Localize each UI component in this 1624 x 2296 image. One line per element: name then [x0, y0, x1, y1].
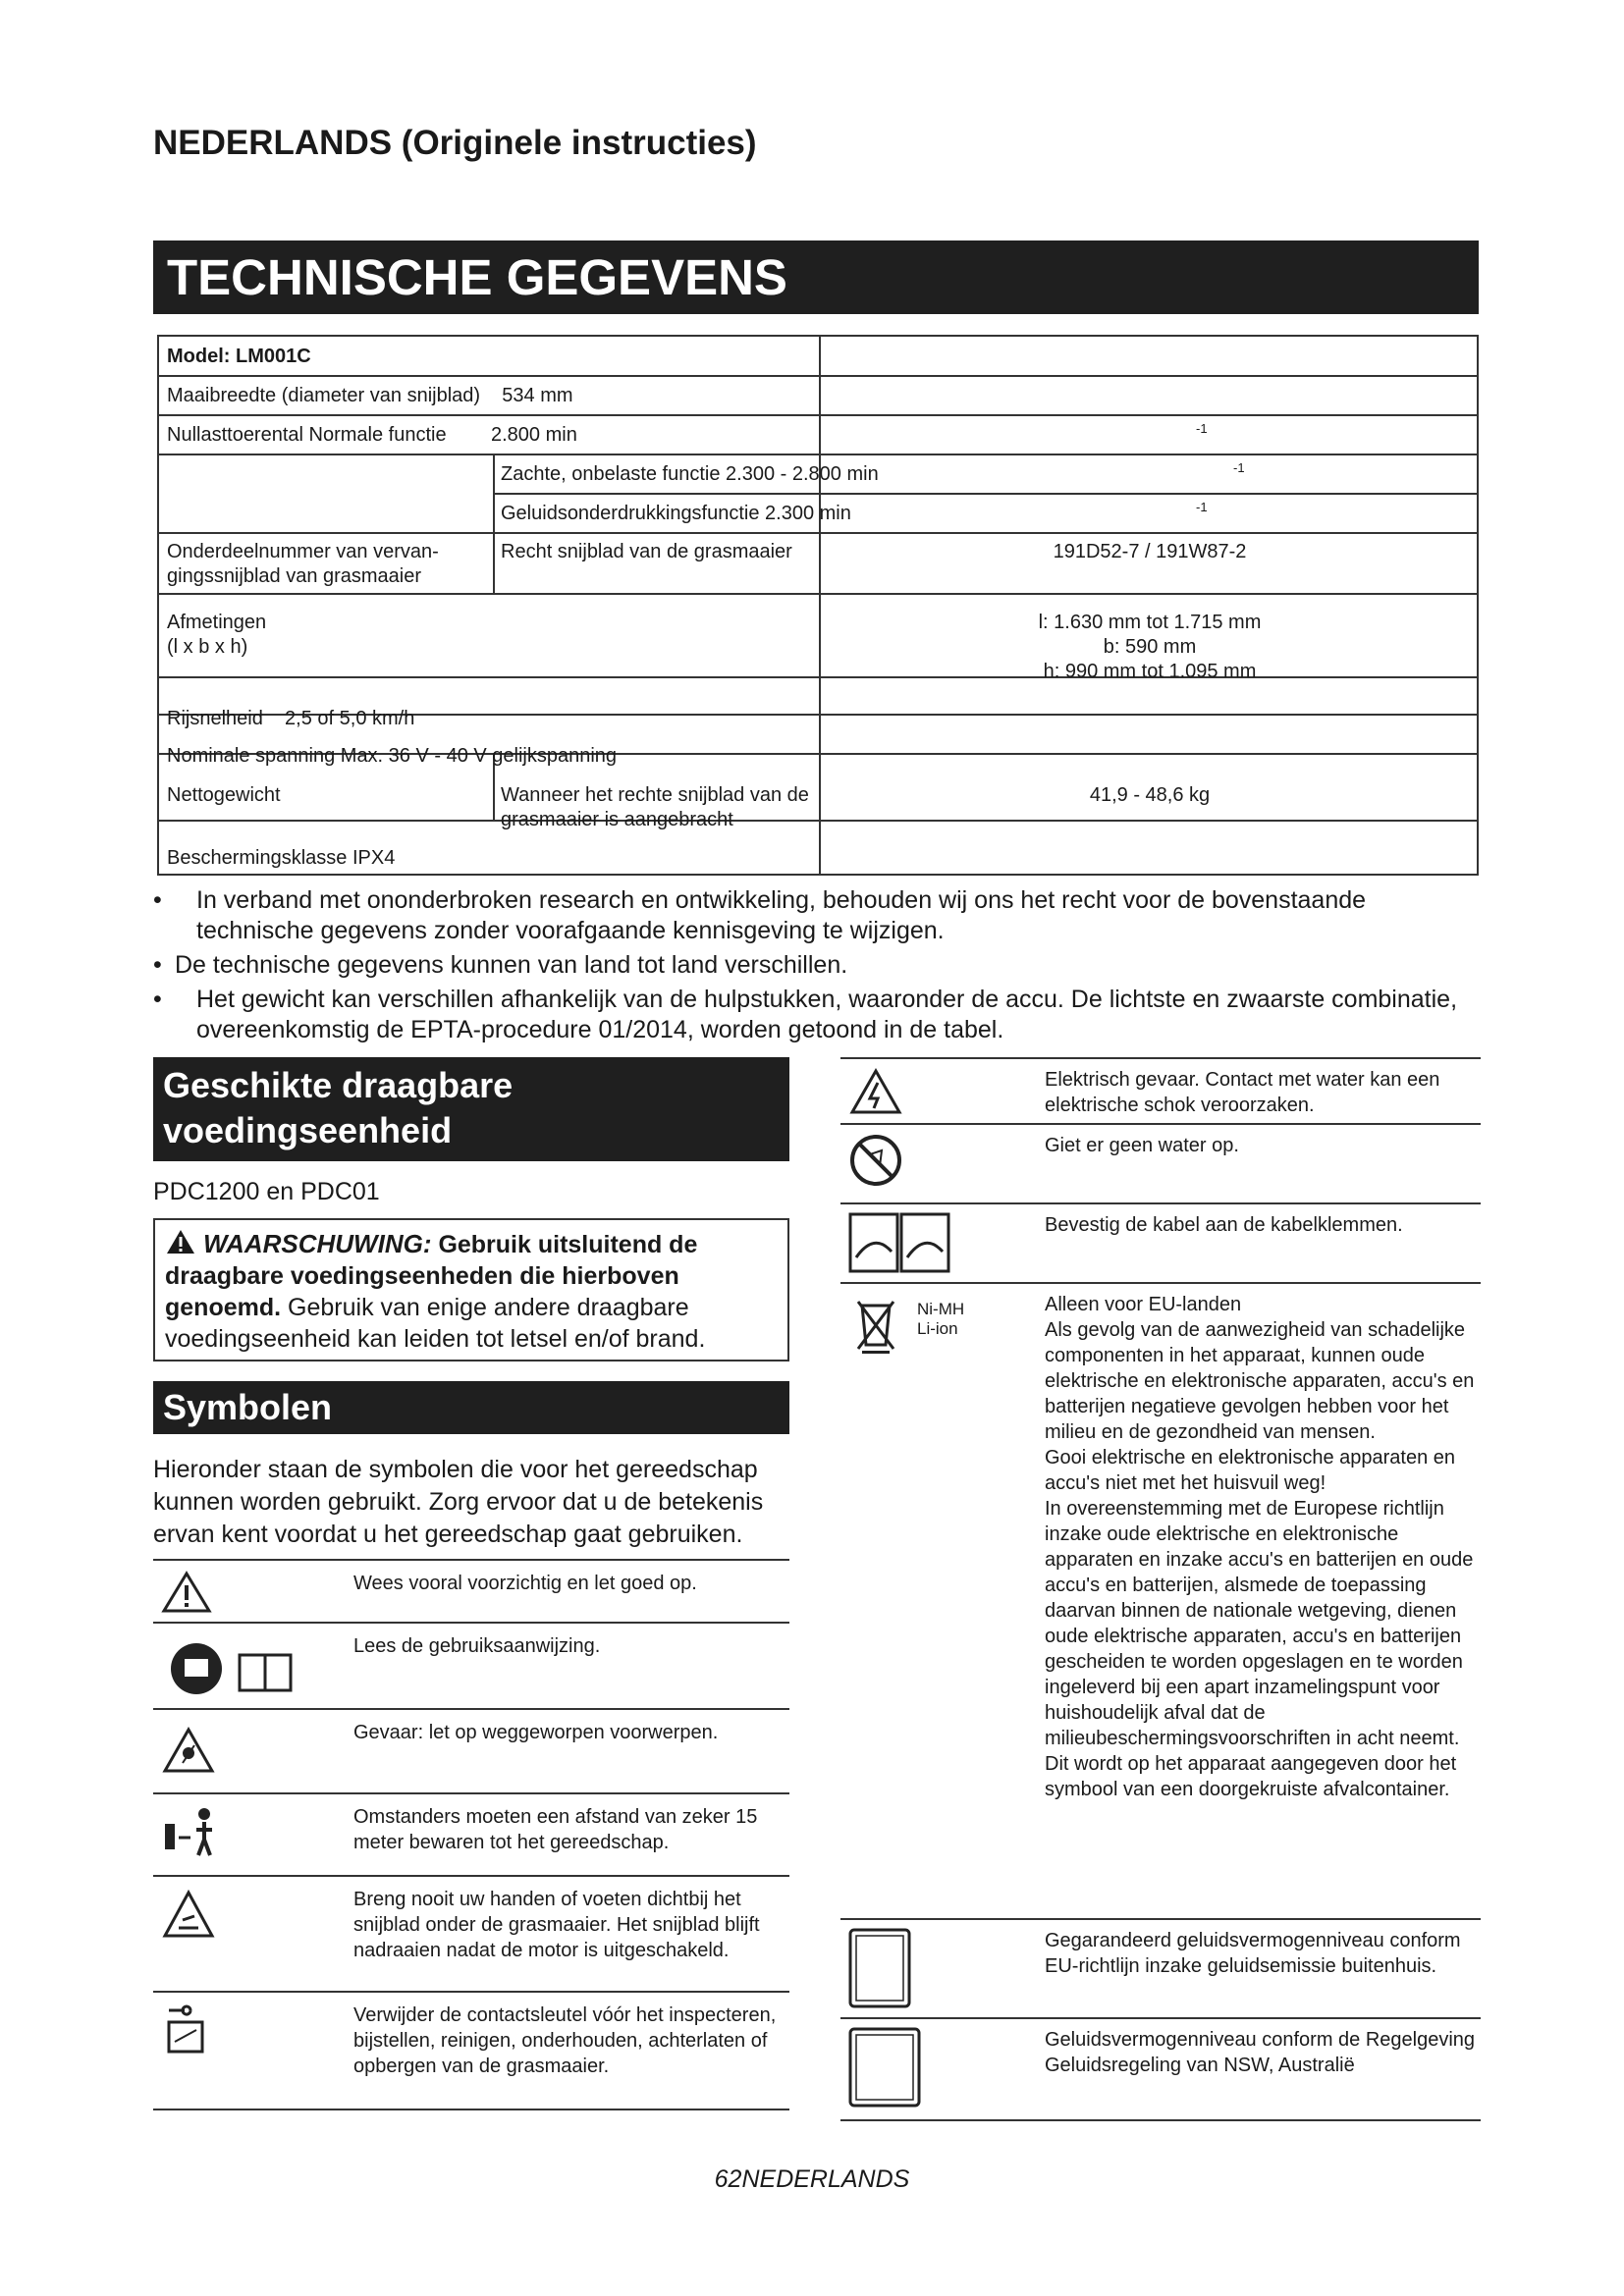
spec-superscript-1: -1	[1196, 421, 1208, 436]
symbol-row: Gevaar: let op weggeworpen voorwerpen.	[153, 1708, 789, 1794]
spec-noload-quiet: Geluidsonderdrukkingsfunctie 2.300 min	[501, 503, 851, 524]
notes-list	[153, 885, 1479, 1049]
keep-distance-icon	[161, 1804, 220, 1864]
cable-clamp-icon	[848, 1212, 950, 1278]
note-item: • In verband met ononderbroken research en ontwikkeling, behouden wij ons het recht voor de bovenstaande technische gegevens zonder voorafgaande kennisgeving te wijzigen.	[153, 886, 1367, 944]
nsw-noise-icon	[848, 2027, 921, 2112]
symbol-row: Giet er geen water op.	[840, 1123, 1481, 1204]
symbol-row: Breng nooit uw handen of voeten dichtbij het snijblad onder de grasmaaier. Het snijblad blijft nadraaien nadat de motor is uitgeschakeld.	[153, 1875, 789, 1993]
page-language-title: NEDERLANDS (Originele instructies)	[153, 124, 757, 162]
symbol-row: Ni-MH Li-ion Alleen voor EU-landen Als gevolg van de aanwezigheid van schadelijke componenten in het apparaat, kunnen oude elektrische en elektronische apparaten, accu's en batterijen negatieve gevolgen hebben voor het milieu en de gezondheid van mensen. Gooi elektrische en elektronische apparaten en accu's niet met het huisvuil weg! In overeenstemming met de Europese richtlijn inzake oude elektrische en elektronische apparaten en inzake accu's en batterijen en oude accu's en batterijen, alsmede de toepassing daarvan binnen de nationale wetgeving, dienen oude elektrische apparaten, accu's en batterijen gescheiden te worden opgeslagen en te worden ingeleverd bij een apart inzamelingspunt voor huishoudelijk afval dat de milieubeschermingsvoorschriften in acht neemt. Dit wordt op het apparaat aangegeven door het symbool van een doorgekruiste afvalcontainer.	[840, 1282, 1481, 1920]
warning-box	[153, 1218, 789, 1362]
spec-dim-b: b: 590 mm	[1103, 636, 1197, 658]
spec-sub-divider-1	[493, 454, 495, 532]
battery-type-label: Ni-MH	[917, 1300, 965, 1318]
spec-weight-label: Nettogewicht	[167, 784, 281, 806]
spec-weight-desc: Wanneer het rechte snijblad van de grasmaaier is aangebracht	[501, 784, 809, 830]
symbols-intro: Hieronder staan de symbolen die voor het gereedschap kunnen worden gebruikt. Zorg ervoor dat u de betekenis ervan kent voordat u het gereedschap gaat gebruiken.	[153, 1456, 764, 1548]
symbol-row: Gegarandeerd geluidsvermogenniveau conform EU-richtlijn inzake geluidsemissie buitenhuis.	[840, 1918, 1481, 2019]
warning-triangle-icon	[161, 1571, 212, 1619]
symbol-row: Geluidsvermogenniveau conform de Regelgeving Geluidsregeling van NSW, Australië	[840, 2017, 1481, 2121]
no-water-icon	[848, 1133, 903, 1193]
spec-superscript-3: -1	[1196, 500, 1208, 514]
spec-weight-value: 41,9 - 48,6 kg	[1089, 784, 1211, 806]
bullet-dot: •	[153, 886, 162, 914]
thrown-objects-icon	[161, 1720, 216, 1780]
right-symbols-table	[840, 1057, 1481, 2119]
spec-noload-label: Nullasttoerental Normale functie	[167, 424, 447, 446]
battery-type-label: Li-ion	[917, 1319, 958, 1338]
spec-part-label: Onderdeelnummer van vervan-gingssnijblad van grasmaaier	[167, 541, 439, 587]
spec-dim-l: l: 1.630 mm tot 1.715 mm	[1038, 612, 1262, 633]
technical-data-heading: TECHNISCHE GEGEVENS	[153, 240, 1479, 314]
warning-title: WAARSCHUWING:	[202, 1229, 432, 1258]
symbol-row: Verwijder de contactsleutel vóór het inspecteren, bijstellen, reinigen, onderhouden, achterlaten of opbergen van de grasmaaier.	[153, 1991, 789, 2110]
spec-part-desc: Recht snijblad van de grasmaaier	[501, 541, 792, 562]
spec-noload-normal: 2.800 min	[491, 424, 577, 446]
warning-bold-text: Gebruik uitsluitend de draagbare voedingseenheden die hierboven genoemd.	[165, 1231, 698, 1321]
spec-dim-label: Afmetingen (l x b x h)	[167, 612, 267, 658]
note-item: • Het gewicht kan verschillen afhankelijk van de hulpstukken, waaronder de accu. De lichtste en zwaarste combinatie, overeenkomstig de EPTA-procedure 01/2014, worden getoond in de tabel.	[153, 986, 1458, 1043]
note-item: • De technische gegevens kunnen van land tot land verschillen.	[153, 951, 848, 979]
spec-voltage: Nominale spanning Max. 36 V - 40 V gelijkspanning	[167, 745, 618, 767]
power-unit-heading: Geschikte draagbare voedingseenheid	[153, 1057, 789, 1161]
symbols-heading: Symbolen	[153, 1381, 789, 1434]
spec-superscript-2: -1	[1233, 460, 1245, 475]
hand-blade-icon	[161, 1887, 216, 1947]
bullet-dot: •	[153, 986, 162, 1013]
electric-hazard-icon	[848, 1067, 903, 1121]
symbol-row: Lees de gebruiksaanwijzing.	[153, 1622, 789, 1710]
spec-row-model	[159, 337, 1477, 377]
warning-text: Gebruik van enige andere draagbare voedingseenheid kan leiden tot letsel en/of brand.	[165, 1294, 706, 1353]
page-footer: 62NEDERLANDS	[714, 2165, 910, 2193]
spec-cut-width: Maaibreedte (diameter van snijblad) 534 mm	[167, 385, 573, 406]
spec-sub-divider-2	[493, 532, 495, 593]
spec-dim-h: h: 990 mm tot 1.095 mm	[1043, 661, 1257, 682]
warning-icon	[165, 1231, 196, 1258]
remove-key-icon	[161, 2002, 216, 2062]
read-manual-icon	[161, 1633, 298, 1701]
spec-part-value: 191D52-7 / 191W87-2	[1053, 541, 1247, 562]
spec-noload-soft: Zachte, onbelaste functie 2.300 - 2.800 min	[501, 463, 879, 485]
spec-model: Model: LM001C	[167, 346, 311, 367]
spec-speed: Rijsnelheid 2,5 of 5,0 km/h	[167, 708, 415, 729]
eu-noise-icon	[848, 1928, 911, 2013]
left-symbols-table	[153, 1559, 789, 2109]
symbol-row: Omstanders moeten een afstand van zeker 15 meter bewaren tot het gereedschap.	[153, 1792, 789, 1877]
bullet-dot: •	[153, 951, 162, 979]
spec-protection: Beschermingsklasse IPX4	[167, 847, 396, 869]
power-unit-models: PDC1200 en PDC01	[153, 1178, 380, 1205]
symbol-row: Elektrisch gevaar. Contact met water kan een elektrische schok veroorzaken.	[840, 1057, 1481, 1125]
symbol-row: Bevestig de kabel aan de kabelklemmen.	[840, 1202, 1481, 1284]
symbol-row: Wees vooral voorzichtig en let goed op.	[153, 1559, 789, 1624]
weee-bin-icon	[848, 1292, 903, 1360]
spec-table	[157, 335, 1479, 876]
